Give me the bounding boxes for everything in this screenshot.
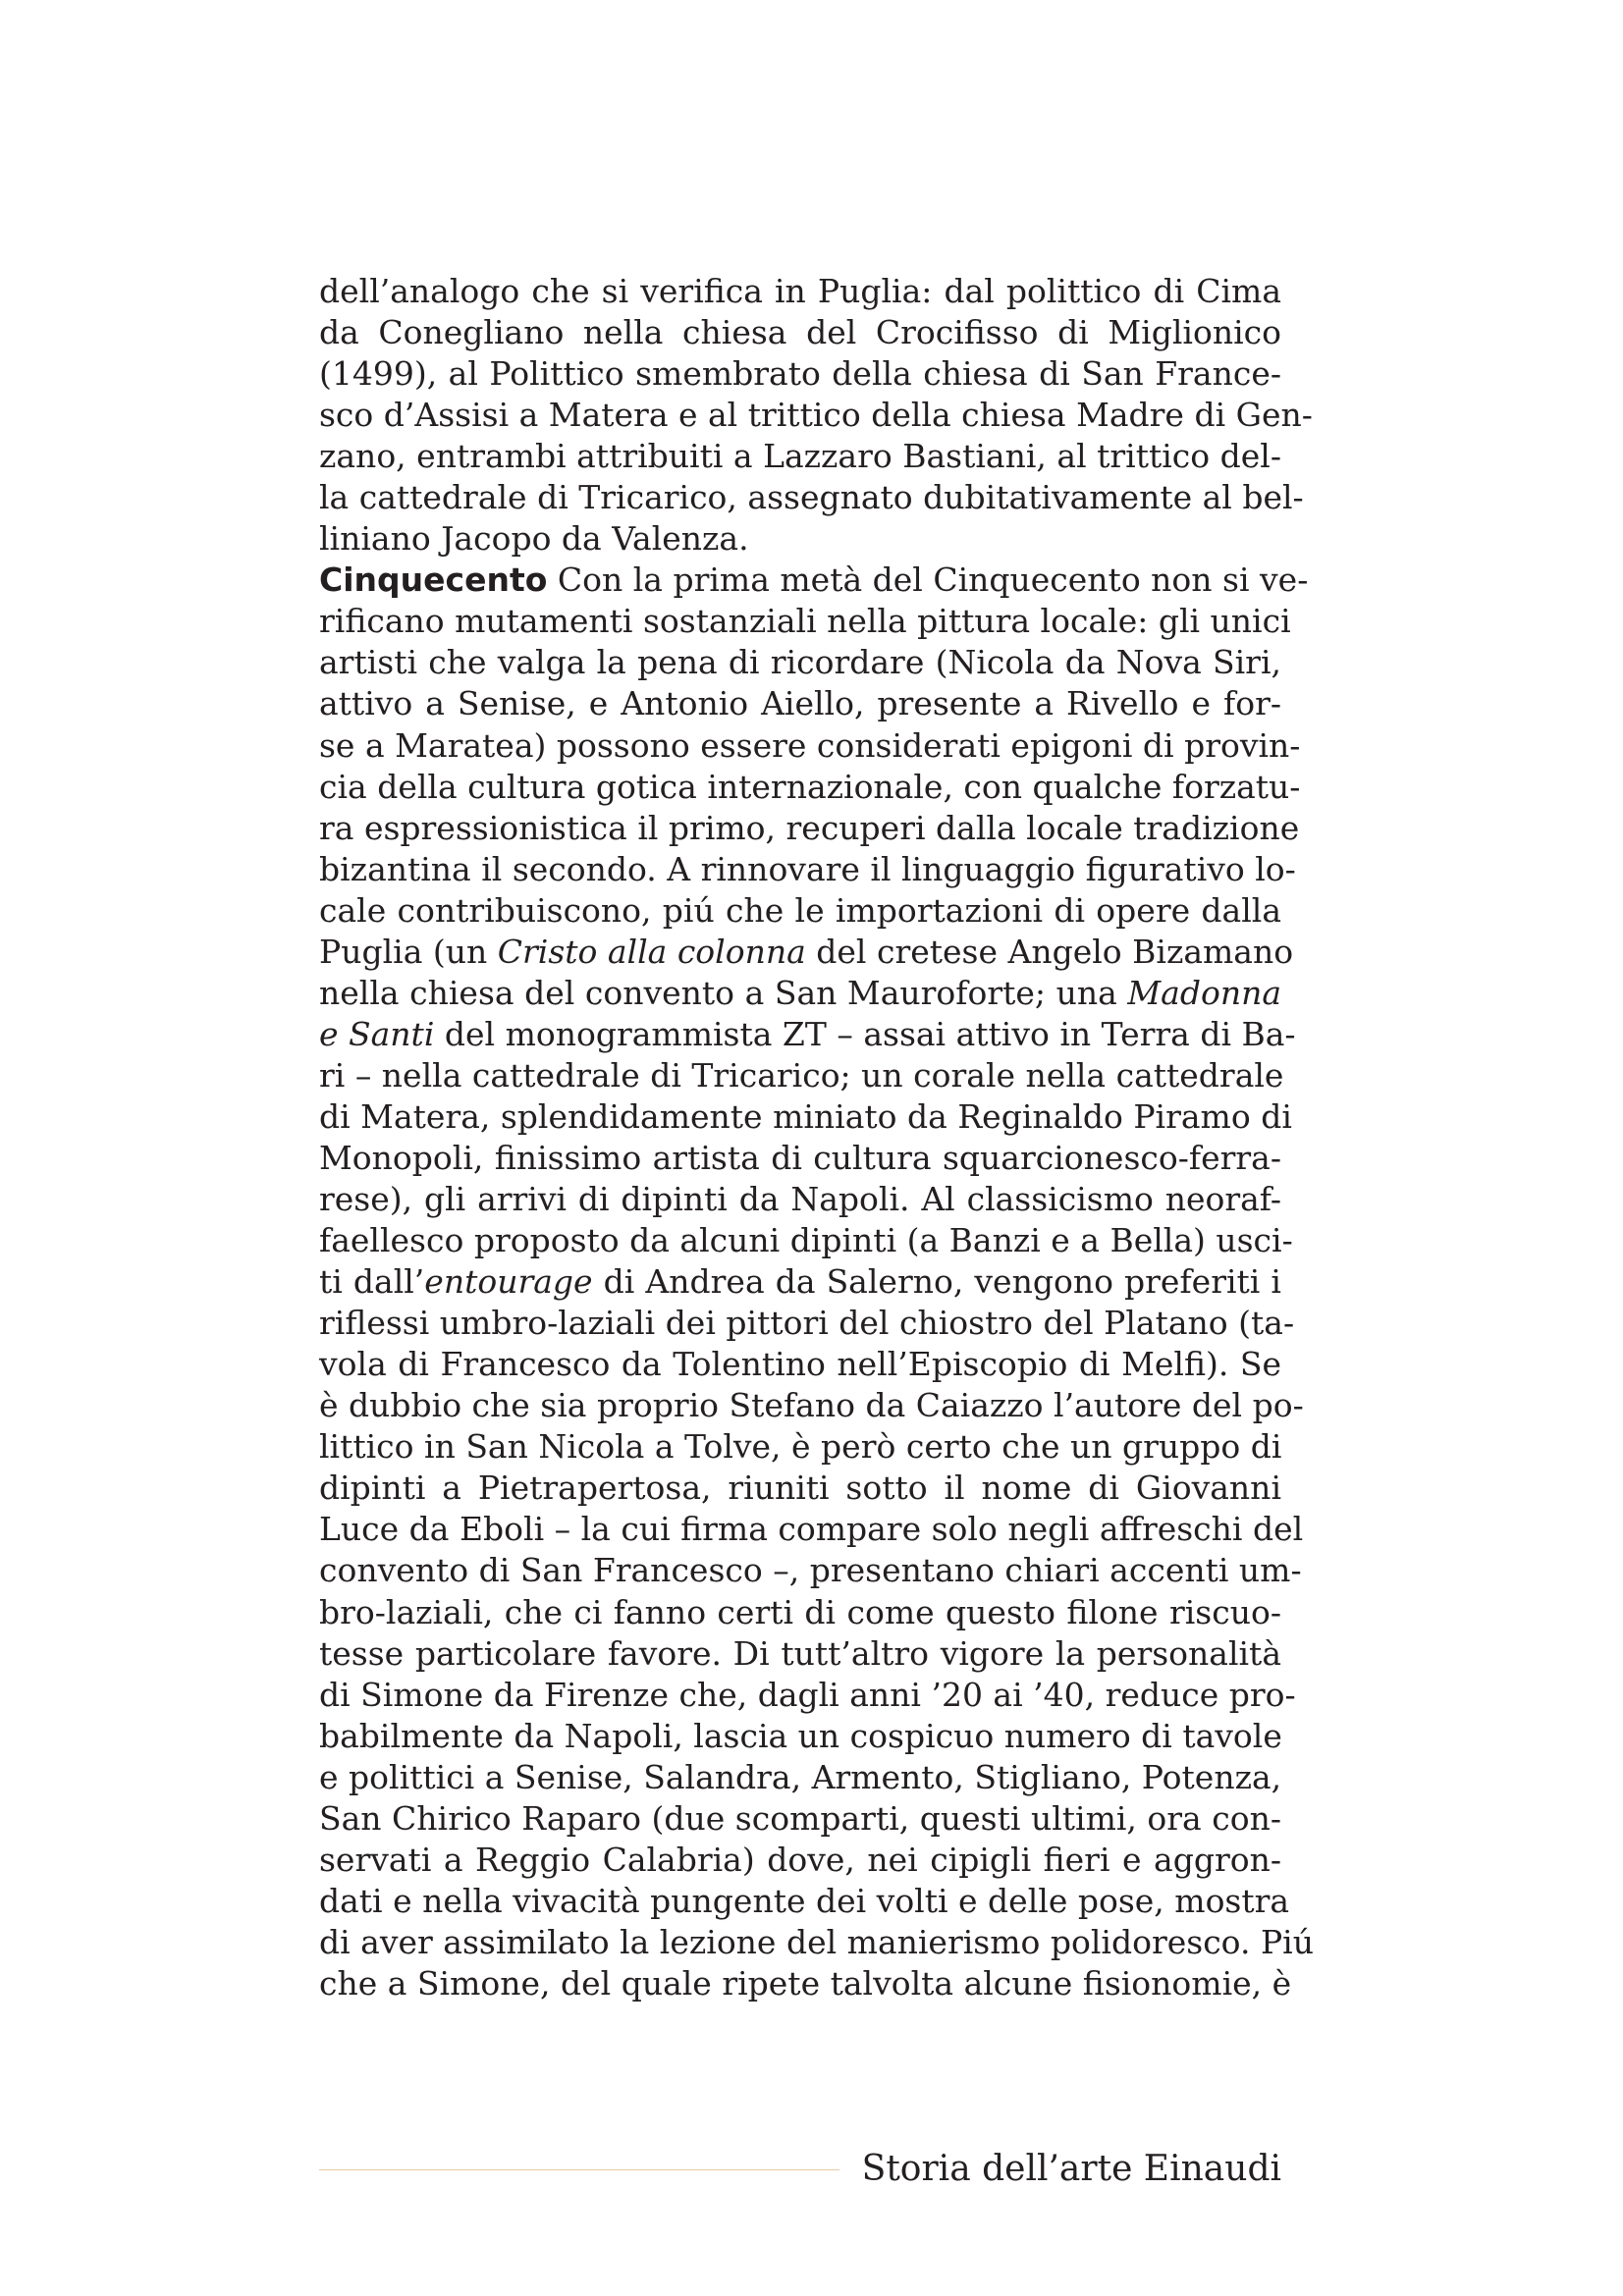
text-segment: nella chiesa del convento a San Mauroforte; una [319, 973, 1128, 1012]
text-segment: la cattedrale di Tricarico, assegnato dubitativamente al bel- [319, 478, 1304, 517]
text-segment: bizantina il secondo. A rinnovare il linguaggio figurativo lo- [319, 849, 1296, 888]
text-line [319, 1592, 1281, 1633]
text-line [319, 477, 1304, 518]
text-segment: littico in San Nicola a Tolve, è però certo che un gruppo di [319, 1427, 1282, 1467]
text-segment: bro-laziali, che ci fanno certi di come questo filone riscuo- [319, 1592, 1281, 1631]
text-line [319, 1840, 1281, 1881]
text-line [319, 725, 1301, 767]
text-line [319, 1426, 1281, 1468]
text-segment: del cretese Angelo Bizamano [805, 932, 1294, 971]
section-heading: Cinquecento [319, 561, 548, 600]
text-segment: tesse particolare favore. Di tutt’altro vigore la personalità [319, 1633, 1281, 1673]
text-segment: zano, entrambi attribuiti a Lazzaro Bastiani, al trittico del- [319, 437, 1281, 476]
text-line [319, 1757, 1281, 1798]
text-segment: liniano Jacopo da Valenza. [319, 519, 749, 559]
text-segment: da Conegliano nella chiesa del Crocifisso di Miglionico [319, 313, 1281, 352]
text-segment: dati e nella vivacità pungente dei volti e delle pose, mostra [319, 1881, 1290, 1920]
italic-title: e Santi [319, 1014, 435, 1053]
text-segment: e polittici a Senise, Salandra, Armento, Stigliano, Potenza, [319, 1757, 1282, 1796]
text-segment: (1499), al Polittico smembrato della chiesa di San France- [319, 354, 1281, 394]
text-line [319, 1344, 1281, 1385]
text-segment: di Andrea da Salerno, vengono preferiti i [592, 1262, 1281, 1302]
text-segment: di Matera, splendidamente miniato da Reginaldo Piramo di [319, 1096, 1292, 1136]
text-segment: Puglia (un [319, 932, 498, 971]
text-line [319, 601, 1291, 642]
text-segment: ti dall’ [319, 1262, 425, 1302]
page-footer [319, 2145, 1281, 2194]
text-segment: è dubbio che sia proprio Stefano da Caiazzo l’autore del po- [319, 1386, 1304, 1425]
text-line [319, 271, 1281, 312]
text-segment: rese), gli arrivi di dipinti da Napoli. Al classicismo neoraf- [319, 1180, 1281, 1219]
italic-title: entourage [424, 1262, 593, 1302]
text-line [319, 1220, 1293, 1261]
text-line [319, 1468, 1281, 1509]
text-segment: sco d’Assisi a Matera e al trittico della chiesa Madre di Gen- [319, 396, 1313, 435]
text-line [319, 1138, 1281, 1179]
text-line [319, 1922, 1314, 1963]
text-line [319, 849, 1296, 890]
text-line [319, 808, 1300, 849]
text-line [319, 1303, 1295, 1344]
text-segment: vola di Francesco da Tolentino nell’Episcopio di Melfi). Se [319, 1345, 1281, 1384]
text-segment: attivo a Senise, e Antonio Aiello, presente a Rivello e for- [319, 684, 1281, 723]
text-line [319, 932, 1294, 973]
text-line [319, 518, 1281, 560]
text-line [319, 1963, 1292, 2004]
text-segment: riflessi umbro-laziali dei pittori del chiostro del Platano (ta- [319, 1304, 1295, 1343]
text-segment: Luce da Eboli – la cui firma compare solo negli affreschi del [319, 1510, 1304, 1549]
italic-title: Madonna [1127, 973, 1281, 1012]
text-segment: Con la prima metà del Cinquecento non si ve- [547, 561, 1309, 600]
text-segment: se a Maratea) possono essere considerati epigoni di provin- [319, 725, 1301, 765]
text-segment: ri – nella cattedrale di Tricarico; un corale nella cattedrale [319, 1055, 1284, 1095]
text-line [319, 1261, 1281, 1303]
text-segment: Monopoli, finissimo artista di cultura squarcionesco-ferra- [319, 1138, 1281, 1177]
text-line [319, 312, 1281, 353]
text-line [319, 560, 1309, 601]
text-segment: ra espressionistica il primo, recuperi dalla locale tradizione [319, 808, 1300, 847]
text-segment: cale contribuiscono, piú che le importazioni di opere dalla [319, 890, 1281, 930]
text-segment: del monogrammista ZT – assai attivo in Terra di Ba- [434, 1014, 1296, 1053]
text-segment: dell’analogo che si verifica in Puglia: dal polittico di Cima [319, 272, 1281, 310]
text-line [319, 436, 1281, 477]
text-segment: che a Simone, del quale ripete talvolta alcune fisionomie, è [319, 1963, 1292, 2002]
footer-rule [319, 2169, 839, 2170]
text-line [319, 1881, 1290, 1922]
text-line [319, 1096, 1292, 1138]
text-line [319, 1633, 1281, 1675]
text-segment: convento di San Francesco –, presentano chiari accenti um- [319, 1551, 1302, 1590]
text-line [319, 1798, 1281, 1840]
text-line [319, 1055, 1284, 1096]
text-line [319, 1179, 1281, 1220]
text-segment: rificano mutamenti sostanziali nella pittura locale: gli unici [319, 602, 1291, 641]
footer-label: Storia dell’arte Einaudi [861, 2149, 1281, 2189]
text-line [319, 973, 1281, 1014]
text-segment: faellesco proposto da alcuni dipinti (a Banzi e a Bella) usci- [319, 1221, 1293, 1260]
text-segment: servati a Reggio Calabria) dove, nei cipigli fieri e aggron- [319, 1840, 1281, 1879]
text-line [319, 353, 1281, 395]
text-segment: di aver assimilato la lezione del manierismo polidoresco. Piú [319, 1922, 1314, 1961]
text-line [319, 890, 1281, 932]
text-line [319, 642, 1281, 683]
text-line [319, 767, 1301, 808]
text-line [319, 1385, 1304, 1426]
text-line [319, 683, 1281, 724]
text-line [319, 1716, 1281, 1757]
text-line [319, 1675, 1296, 1716]
text-segment: artisti che valga la pena di ricordare (Nicola da Nova Siri, [319, 643, 1281, 682]
text-line [319, 1550, 1302, 1591]
text-line [319, 1014, 1296, 1055]
text-line [319, 395, 1313, 436]
text-segment: San Chirico Raparo (due scomparti, questi ultimi, ora con- [319, 1798, 1281, 1838]
text-segment: cia della cultura gotica internazionale, con qualche forzatu- [319, 767, 1301, 806]
text-segment: di Simone da Firenze che, dagli anni ’20 ai ’40, reduce pro- [319, 1675, 1296, 1714]
text-segment: dipinti a Pietrapertosa, riuniti sotto il nome di Giovanni [319, 1468, 1281, 1508]
body-text [319, 271, 1314, 2004]
text-line [319, 1509, 1304, 1550]
text-segment: babilmente da Napoli, lascia un cospicuo numero di tavole [319, 1716, 1282, 1755]
italic-title: Cristo alla colonna [497, 932, 806, 971]
